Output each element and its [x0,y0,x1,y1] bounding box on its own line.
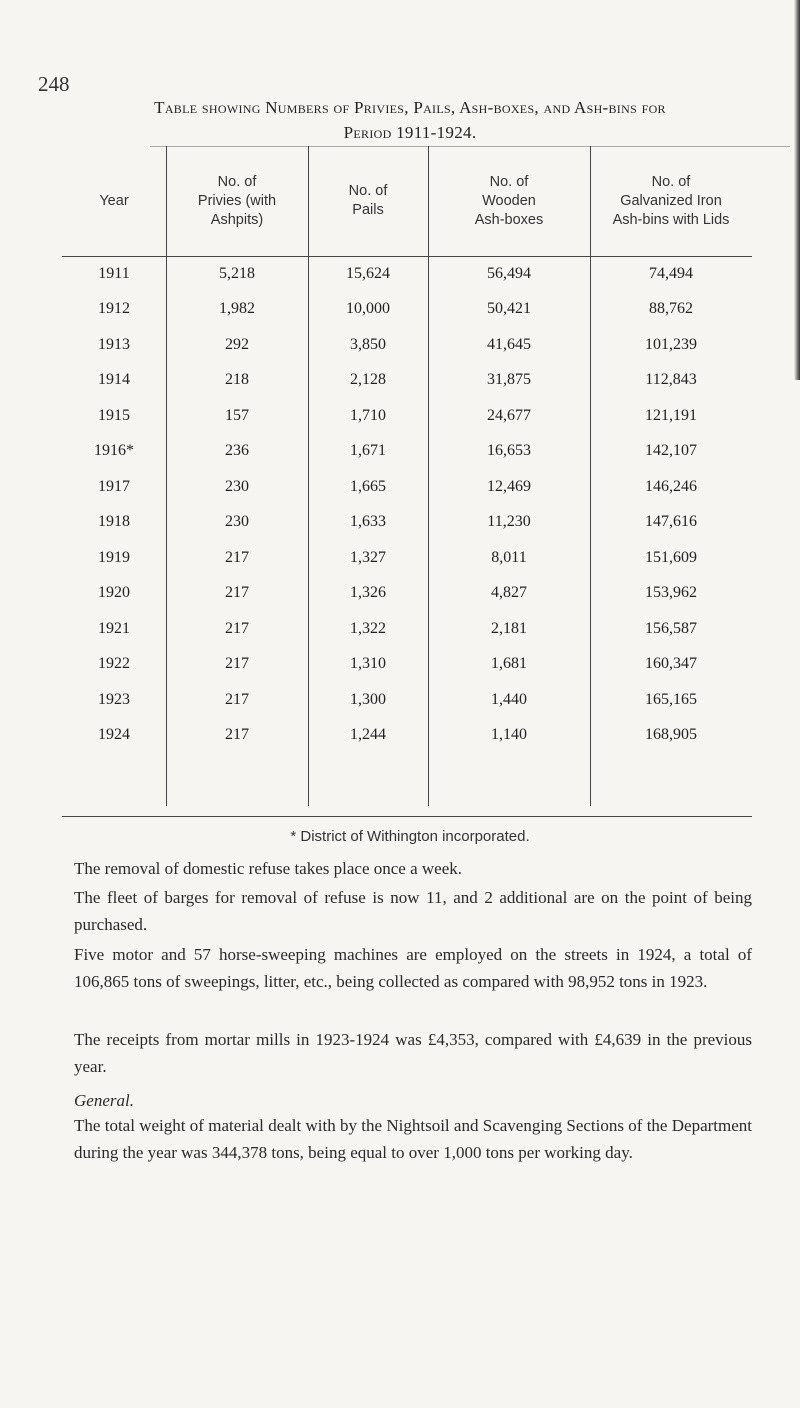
data-table [62,146,752,816]
section-heading-general: General. [74,1091,134,1110]
cell-pails: 10,000 [346,300,390,318]
header-text-line: Ashpits) [210,211,264,228]
paragraph-sweeping-machines: Five motor and 57 horse-sweeping machines are employed on the streets in 1924, a total of 106,865 tons of sweepings, litter, etc., being collected as compared with 98,952 tons in 1923. [74,945,752,991]
table-row [62,505,752,541]
table-row [62,327,752,363]
cell-privies: 217 [225,690,249,708]
cell-pails: 15,624 [346,264,390,282]
header-galvanized-ash-bins [590,146,752,256]
cell-year: 1916* [94,442,134,460]
cell-year: 1912 [98,300,130,318]
cell-pails: 1,244 [350,726,386,744]
cell-year: 1918 [98,513,130,531]
cell-galvanized-ash-bins: 160,347 [645,655,697,673]
cell-galvanized-ash-bins: 146,246 [645,477,697,495]
cell-privies: 1,982 [219,300,255,318]
cell-pails: 1,633 [350,513,386,531]
header-wooden-ash-boxes [428,146,590,256]
table-row [62,434,752,470]
cell-privies: 292 [225,335,249,353]
cell-wooden-ash-boxes: 41,645 [487,335,531,353]
header-text-line: Wooden [482,192,536,209]
cell-pails: 1,710 [350,406,386,424]
cell-pails: 1,326 [350,584,386,602]
cell-privies: 217 [225,619,249,637]
header-pails [308,146,428,256]
cell-wooden-ash-boxes: 1,681 [491,655,527,673]
cell-wooden-ash-boxes: 24,677 [487,406,531,424]
cell-privies: 217 [225,584,249,602]
footnote: * District of Withington incorporated. [290,828,530,845]
table-row [62,292,752,328]
cell-galvanized-ash-bins: 88,762 [649,300,693,318]
table-row [62,682,752,718]
cell-galvanized-ash-bins: 121,191 [645,406,697,424]
header-privies [166,146,308,256]
table-row [62,363,752,399]
table-bottom-rule [62,816,752,817]
cell-wooden-ash-boxes: 56,494 [487,264,531,282]
cell-wooden-ash-boxes: 31,875 [487,371,531,389]
table-body [62,256,752,753]
paragraph-total-weight: The total weight of material dealt with by the Nightsoil and Scavenging Sections of the Department during the year was 344,378 tons, being equal to over 1,000 tons per working day. [74,1116,752,1162]
cell-wooden-ash-boxes: 12,469 [487,477,531,495]
cell-privies: 230 [225,513,249,531]
table-row [62,611,752,647]
cell-pails: 3,850 [350,335,386,353]
cell-privies: 217 [225,726,249,744]
cell-pails: 1,671 [350,442,386,460]
page-number: 248 [38,72,70,96]
header-text-line: No. of [489,173,529,190]
cell-privies: 157 [225,406,249,424]
table-title-line-1: Table showing Numbers of Privies, Pails, Ash-boxes, and Ash-bins for [154,98,666,117]
cell-year: 1915 [98,406,130,424]
paragraph-mortar-mills: The receipts from mortar mills in 1923-1924 was £4,353, compared with £4,639 in the previous year. [74,1030,752,1076]
cell-wooden-ash-boxes: 50,421 [487,300,531,318]
cell-galvanized-ash-bins: 153,962 [645,584,697,602]
cell-galvanized-ash-bins: 151,609 [645,548,697,566]
cell-year: 1919 [98,548,130,566]
header-text-line: Galvanized Iron [620,192,722,209]
cell-pails: 1,322 [350,619,386,637]
table-row [62,469,752,505]
table-row [62,256,752,292]
cell-pails: 2,128 [350,371,386,389]
cell-wooden-ash-boxes: 1,440 [491,690,527,708]
table-row [62,576,752,612]
header-text-line: Ash-boxes [474,211,544,228]
cell-wooden-ash-boxes: 2,181 [491,619,527,637]
header-text-line: No. of [651,173,691,190]
cell-privies: 230 [225,477,249,495]
cell-pails: 1,665 [350,477,386,495]
cell-privies: 236 [225,442,249,460]
cell-privies: 217 [225,655,249,673]
cell-wooden-ash-boxes: 11,230 [487,513,531,531]
table-row [62,540,752,576]
header-text-line: No. of [217,173,257,190]
cell-privies: 5,218 [219,264,255,282]
page-edge-shadow [794,0,800,380]
cell-year: 1921 [98,619,130,637]
cell-year: 1922 [98,655,130,673]
paragraph-refuse-removal: The removal of domestic refuse takes place once a week. [74,859,462,878]
table-row [62,647,752,683]
cell-pails: 1,310 [350,655,386,673]
header-year [62,146,166,256]
cell-privies: 217 [225,548,249,566]
cell-year: 1913 [98,335,130,353]
cell-privies: 218 [225,371,249,389]
header-text-line: Year [99,192,129,209]
cell-wooden-ash-boxes: 4,827 [491,584,527,602]
cell-pails: 1,300 [350,690,386,708]
cell-galvanized-ash-bins: 142,107 [645,442,697,460]
cell-wooden-ash-boxes: 8,011 [491,548,527,566]
cell-year: 1920 [98,584,130,602]
cell-year: 1923 [98,690,130,708]
cell-galvanized-ash-bins: 156,587 [645,619,697,637]
cell-year: 1917 [98,477,130,495]
cell-year: 1924 [98,726,130,744]
cell-galvanized-ash-bins: 168,905 [645,726,697,744]
header-text-line: No. of [348,183,388,199]
header-text-line: Privies (with [197,192,277,209]
cell-galvanized-ash-bins: 101,239 [645,335,697,353]
table-row [62,718,752,754]
table-row [62,398,752,434]
cell-galvanized-ash-bins: 165,165 [645,690,697,708]
cell-galvanized-ash-bins: 147,616 [645,513,697,531]
cell-wooden-ash-boxes: 1,140 [491,726,527,744]
paragraph-barges: The fleet of barges for removal of refuse is now 11, and 2 additional are on the point of being purchased. [74,888,752,934]
cell-year: 1914 [98,371,130,389]
cell-pails: 1,327 [350,548,386,566]
cell-galvanized-ash-bins: 74,494 [649,264,693,282]
header-text-line: Ash-bins with Lids [612,211,730,228]
cell-galvanized-ash-bins: 112,843 [645,371,697,389]
cell-year: 1911 [98,264,130,282]
header-text-line: Pails [352,202,384,218]
table-title-line-2: Period 1911-1924. [343,123,477,142]
cell-wooden-ash-boxes: 16,653 [487,442,531,460]
